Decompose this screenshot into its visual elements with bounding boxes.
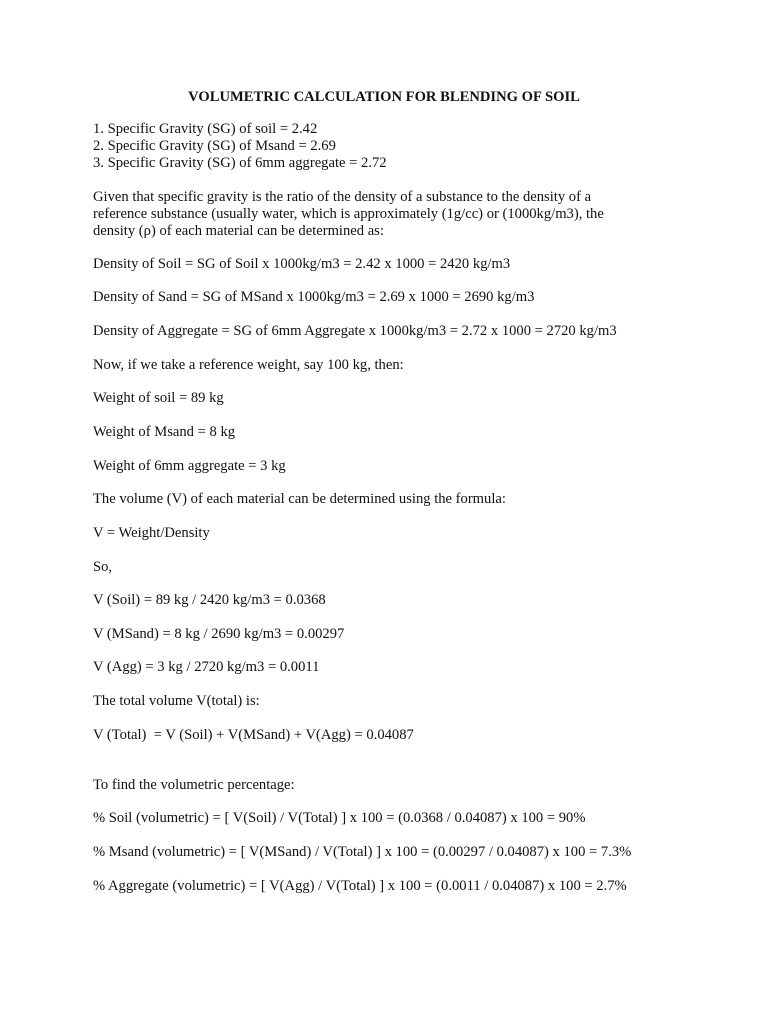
volume-intro-line: The volume (V) of each material can be determined using the formula: — [93, 491, 506, 507]
weight-msand-line: Weight of Msand = 8 kg — [93, 424, 236, 440]
intro-line-1: Given that specific gravity is the ratio of the density of a substance to the density of a — [93, 189, 592, 205]
so-line: So, — [93, 559, 113, 575]
percent-aggregate-line: % Aggregate (volumetric) = [ V(Agg) / V(Total) ] x 100 = (0.0011 / 0.04087) x 100 = 2.7% — [93, 878, 627, 894]
intro-line-3: density (ρ) of each material can be determined as: — [93, 223, 384, 239]
formula-line: V = Weight/Density — [93, 525, 210, 541]
volume-total-line: V (Total) = V (Soil) + V(MSand) + V(Agg) = 0.04087 — [93, 727, 414, 743]
volume-msand-line: V (MSand) = 8 kg / 2690 kg/m3 = 0.00297 — [93, 626, 345, 642]
sg-item-soil: 1. Specific Gravity (SG) of soil = 2.42 — [93, 121, 318, 137]
percent-soil-line: % Soil (volumetric) = [ V(Soil) / V(Total) ] x 100 = (0.0368 / 0.04087) x 100 = 90% — [93, 810, 586, 826]
density-sand-line: Density of Sand = SG of MSand x 1000kg/m3 = 2.69 x 1000 = 2690 kg/m3 — [93, 289, 535, 305]
percent-msand-line: % Msand (volumetric) = [ V(MSand) / V(Total) ] x 100 = (0.00297 / 0.04087) x 100 = 7.3% — [93, 844, 632, 860]
sg-item-aggregate: 3. Specific Gravity (SG) of 6mm aggregate = 2.72 — [93, 155, 387, 171]
weight-aggregate-line: Weight of 6mm aggregate = 3 kg — [93, 458, 286, 474]
sg-item-msand: 2. Specific Gravity (SG) of Msand = 2.69 — [93, 138, 336, 154]
reference-weight-line: Now, if we take a reference weight, say 100 kg, then: — [93, 357, 404, 373]
volume-aggregate-line: V (Agg) = 3 kg / 2720 kg/m3 = 0.0011 — [93, 659, 320, 675]
density-aggregate-line: Density of Aggregate = SG of 6mm Aggregate x 1000kg/m3 = 2.72 x 1000 = 2720 kg/m3 — [93, 323, 617, 339]
volume-soil-line: V (Soil) = 89 kg / 2420 kg/m3 = 0.0368 — [93, 592, 326, 608]
document-title: VOLUMETRIC CALCULATION FOR BLENDING OF SOIL — [188, 89, 580, 105]
weight-soil-line: Weight of soil = 89 kg — [93, 390, 224, 406]
density-soil-line: Density of Soil = SG of Soil x 1000kg/m3 = 2.42 x 1000 = 2420 kg/m3 — [93, 256, 511, 272]
percentage-intro-line: To find the volumetric percentage: — [93, 777, 295, 793]
total-intro-line: The total volume V(total) is: — [93, 693, 260, 709]
intro-line-2: reference substance (usually water, which is approximately (1g/cc) or (1000kg/m3), the — [93, 206, 604, 222]
